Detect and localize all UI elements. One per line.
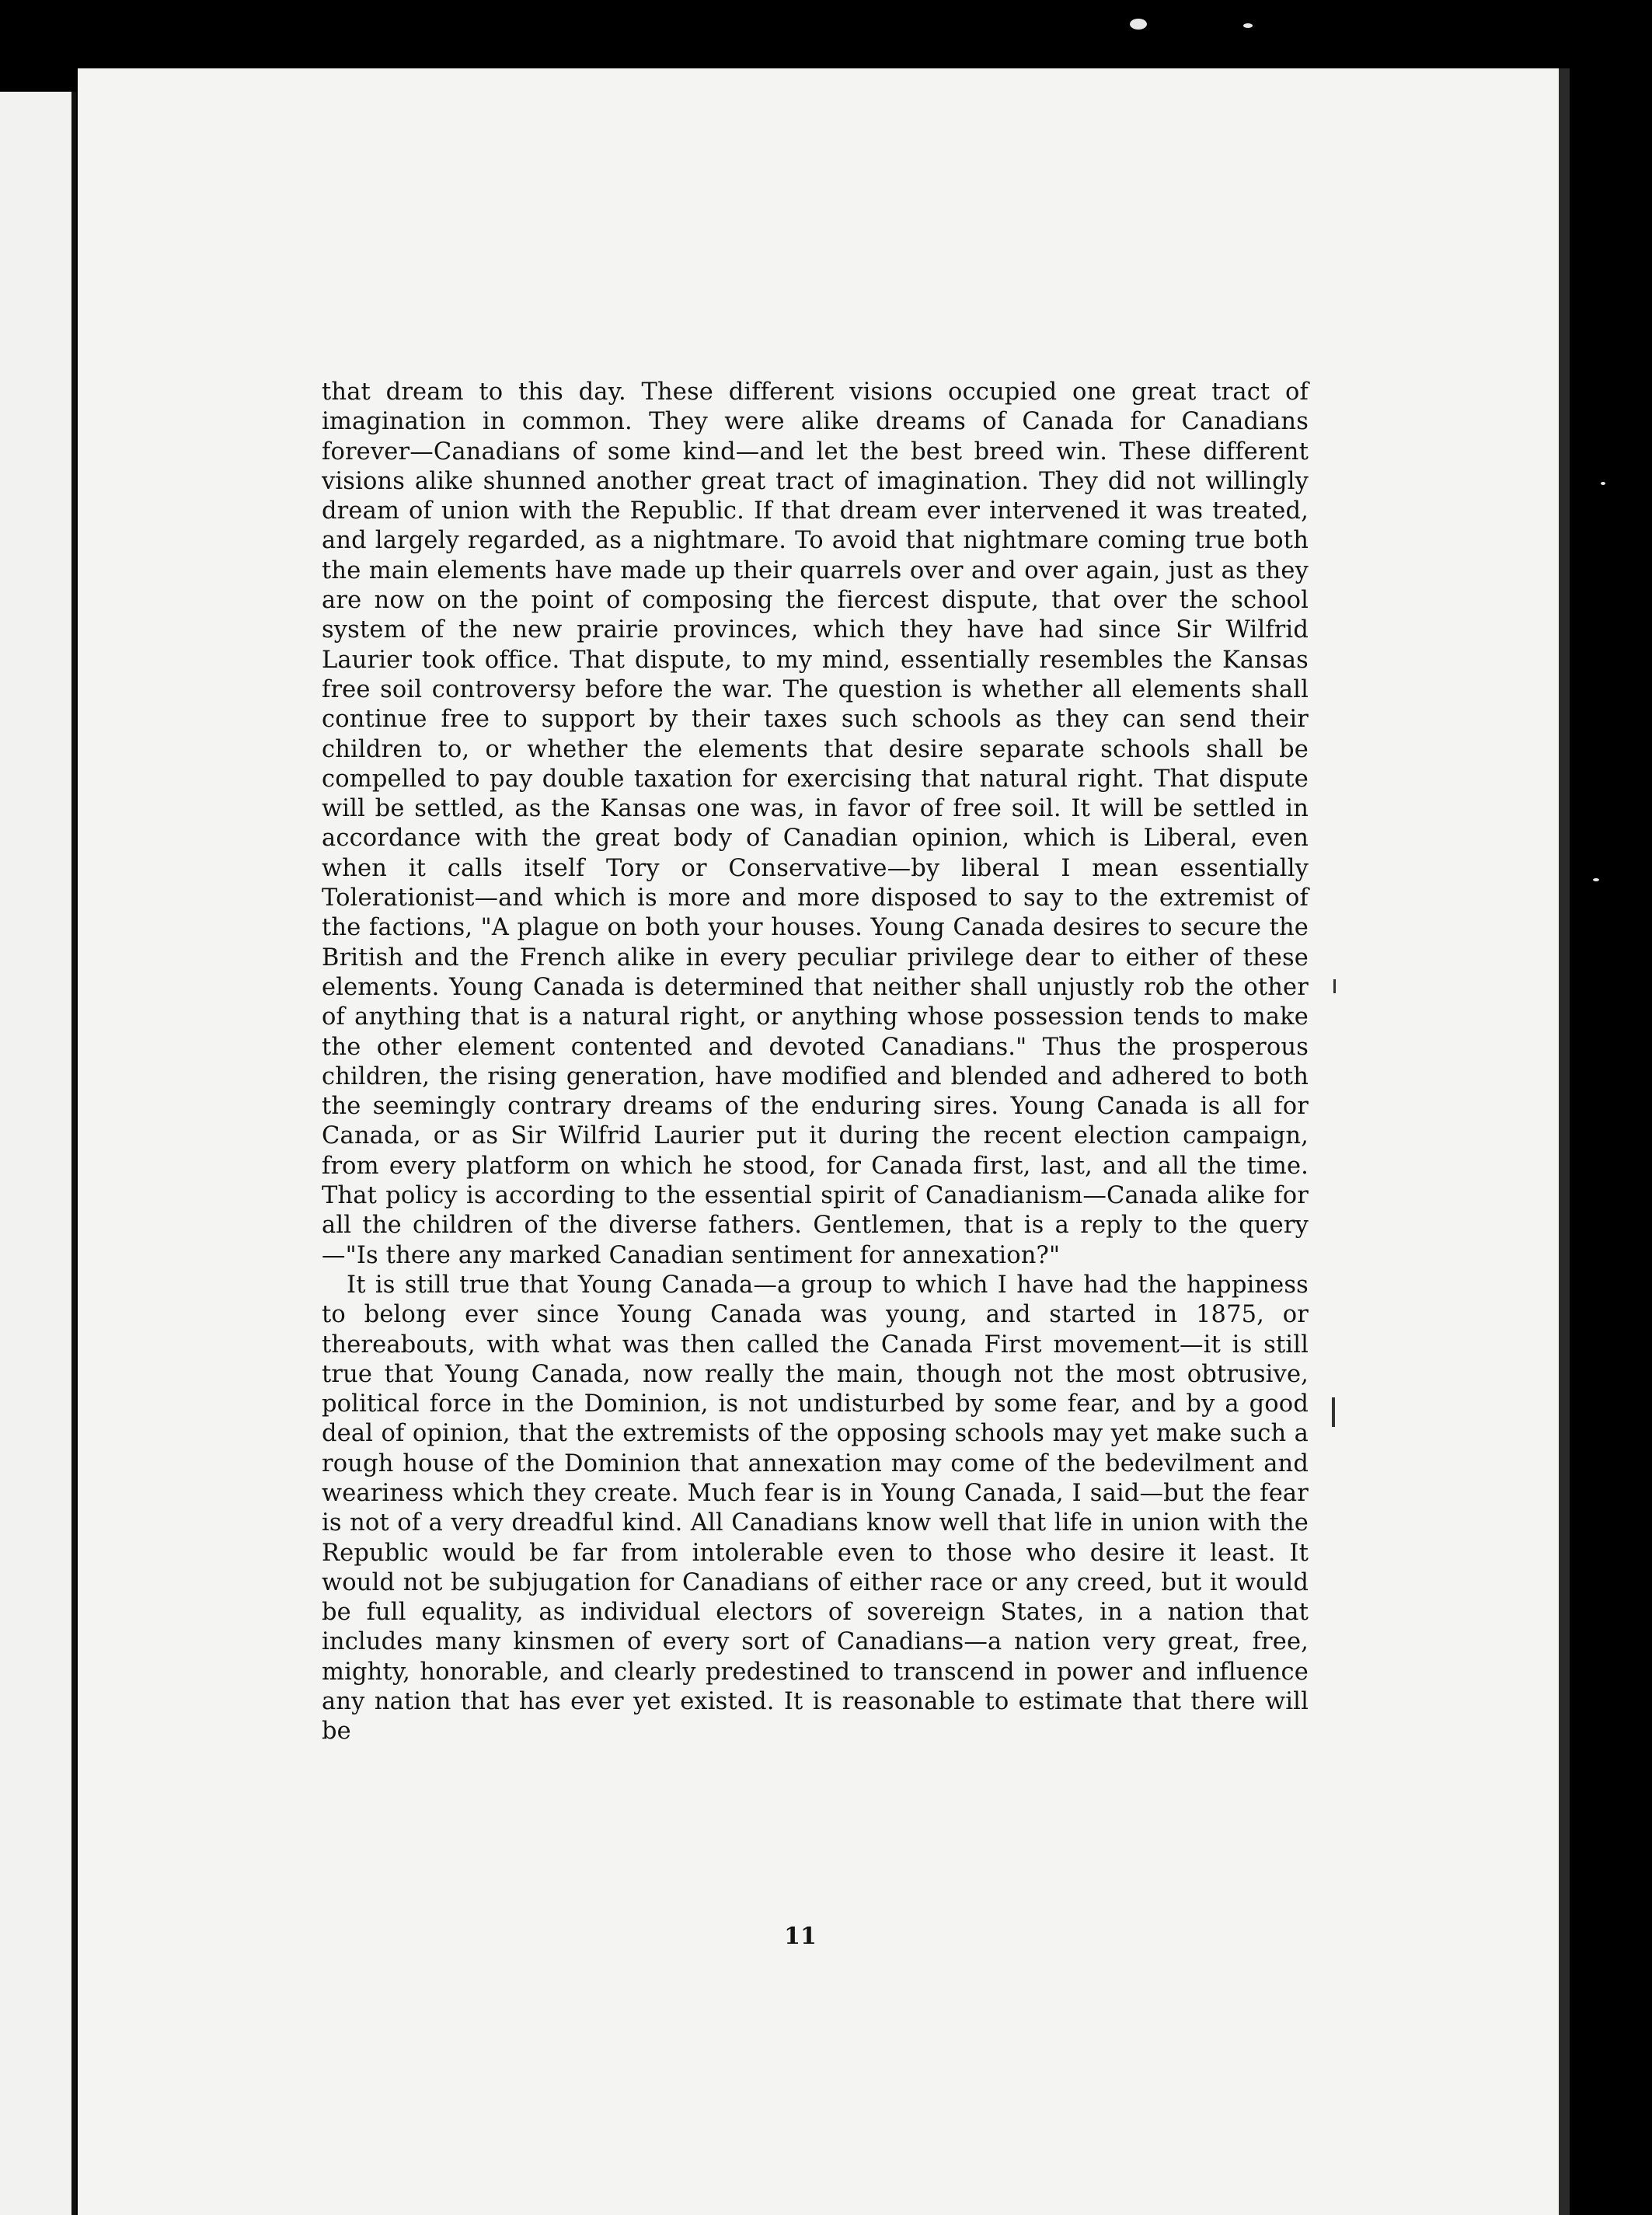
paragraph: It is still true that Young Canada—a group to which I have had the happiness to belong ever since Young Canada was young, and started in 1875, or thereabouts, with what was then called the Canada First movement—it is still true that Young Canada, now really the main, though not the most obtrusive, political force in the Dominion, is not undisturbed by some fear, and by a good deal of opinion, that the extremists of the opposing schools may yet make such a rough house of the Dominion that annexation may come of the bedevilment and weariness which they create. Much fear is in Young Canada, I said—but the fear is not of a very dreadful kind. All Canadians know well that life in union with the Republic would be far from intolerable even to those who desire it least. It would not be subjugation for Canadians of either race or any creed, but it would be full equality, as individual electors of sovereign States, in a nation that includes many kinsmen of every sort of Canadians—a nation very great, free, mighty, honorable, and clearly predestined to transcend in power and influence any nation that has ever yet existed. It is reasonable to estimate that there will be bbox=[322, 1271, 1309, 1746]
margin-mark bbox=[1332, 1397, 1335, 1427]
body-text bbox=[322, 378, 1309, 1747]
scan-speck bbox=[1593, 878, 1599, 881]
binding-gutter bbox=[71, 92, 76, 2215]
facing-page-edge bbox=[0, 92, 71, 2215]
scan-speck bbox=[1601, 482, 1605, 485]
page-edge-shadow bbox=[1559, 68, 1570, 2215]
margin-mark bbox=[1333, 979, 1336, 993]
scan-speck bbox=[1243, 23, 1253, 28]
scan-speck bbox=[1130, 19, 1147, 30]
page-number: 11 bbox=[784, 1923, 817, 1950]
paragraph: that dream to this day. These different visions occupied one great tract of imagination in common. They were alike dreams of Canada for Canadians forever—Canadians of some kind—and let the best breed win. These different visions alike shunned another great tract of imagination. They did not willingly dream of union with the Republic. If that dream ever intervened it was treated, and largely regarded, as a nightmare. To avoid that nightmare coming true both the main elements have made up their quarrels over and over again, just as they are now on the point of composing the fiercest dispute, that over the school system of the new prairie provinces, which they have had since Sir Wilfrid Laurier took office. That dispute, to my mind, essentially resembles the Kansas free soil controversy before the war. The question is whether all elements shall continue free to support by their taxes such schools as they can send their children to, or whether the elements that desire separate schools shall be compelled to pay double taxation for exercising that natural right. That dispute will be settled, as the Kansas one was, in favor of free soil. It will be settled in accordance with the great body of Canadian opinion, which is Liberal, even when it calls itself Tory or Conservative—by liberal I mean essentially Tolerationist—and which is more and more disposed to say to the extremist of the factions, "A plague on both your houses. Young Canada desires to secure the British and the French alike in every peculiar privilege dear to either of these elements. Young Canada is determined that neither shall unjustly rob the other of anything that is a natural right, or anything whose possession tends to make the other element contented and devoted Canadians." Thus the prosperous children, the rising generation, have modified and blended and adhered to both the seemingly contrary dreams of the enduring sires. Young Canada is all for Canada, or as Sir Wilfrid Laurier put it during the recent election campaign, from every platform on which he stood, for Canada first, last, and all the time. That policy is according to the essential spirit of Canadianism—Canada alike for all the children of the diverse fathers. Gentlemen, that is a reply to the query—"Is there any marked Canadian sentiment for annexation?" bbox=[322, 378, 1309, 1269]
